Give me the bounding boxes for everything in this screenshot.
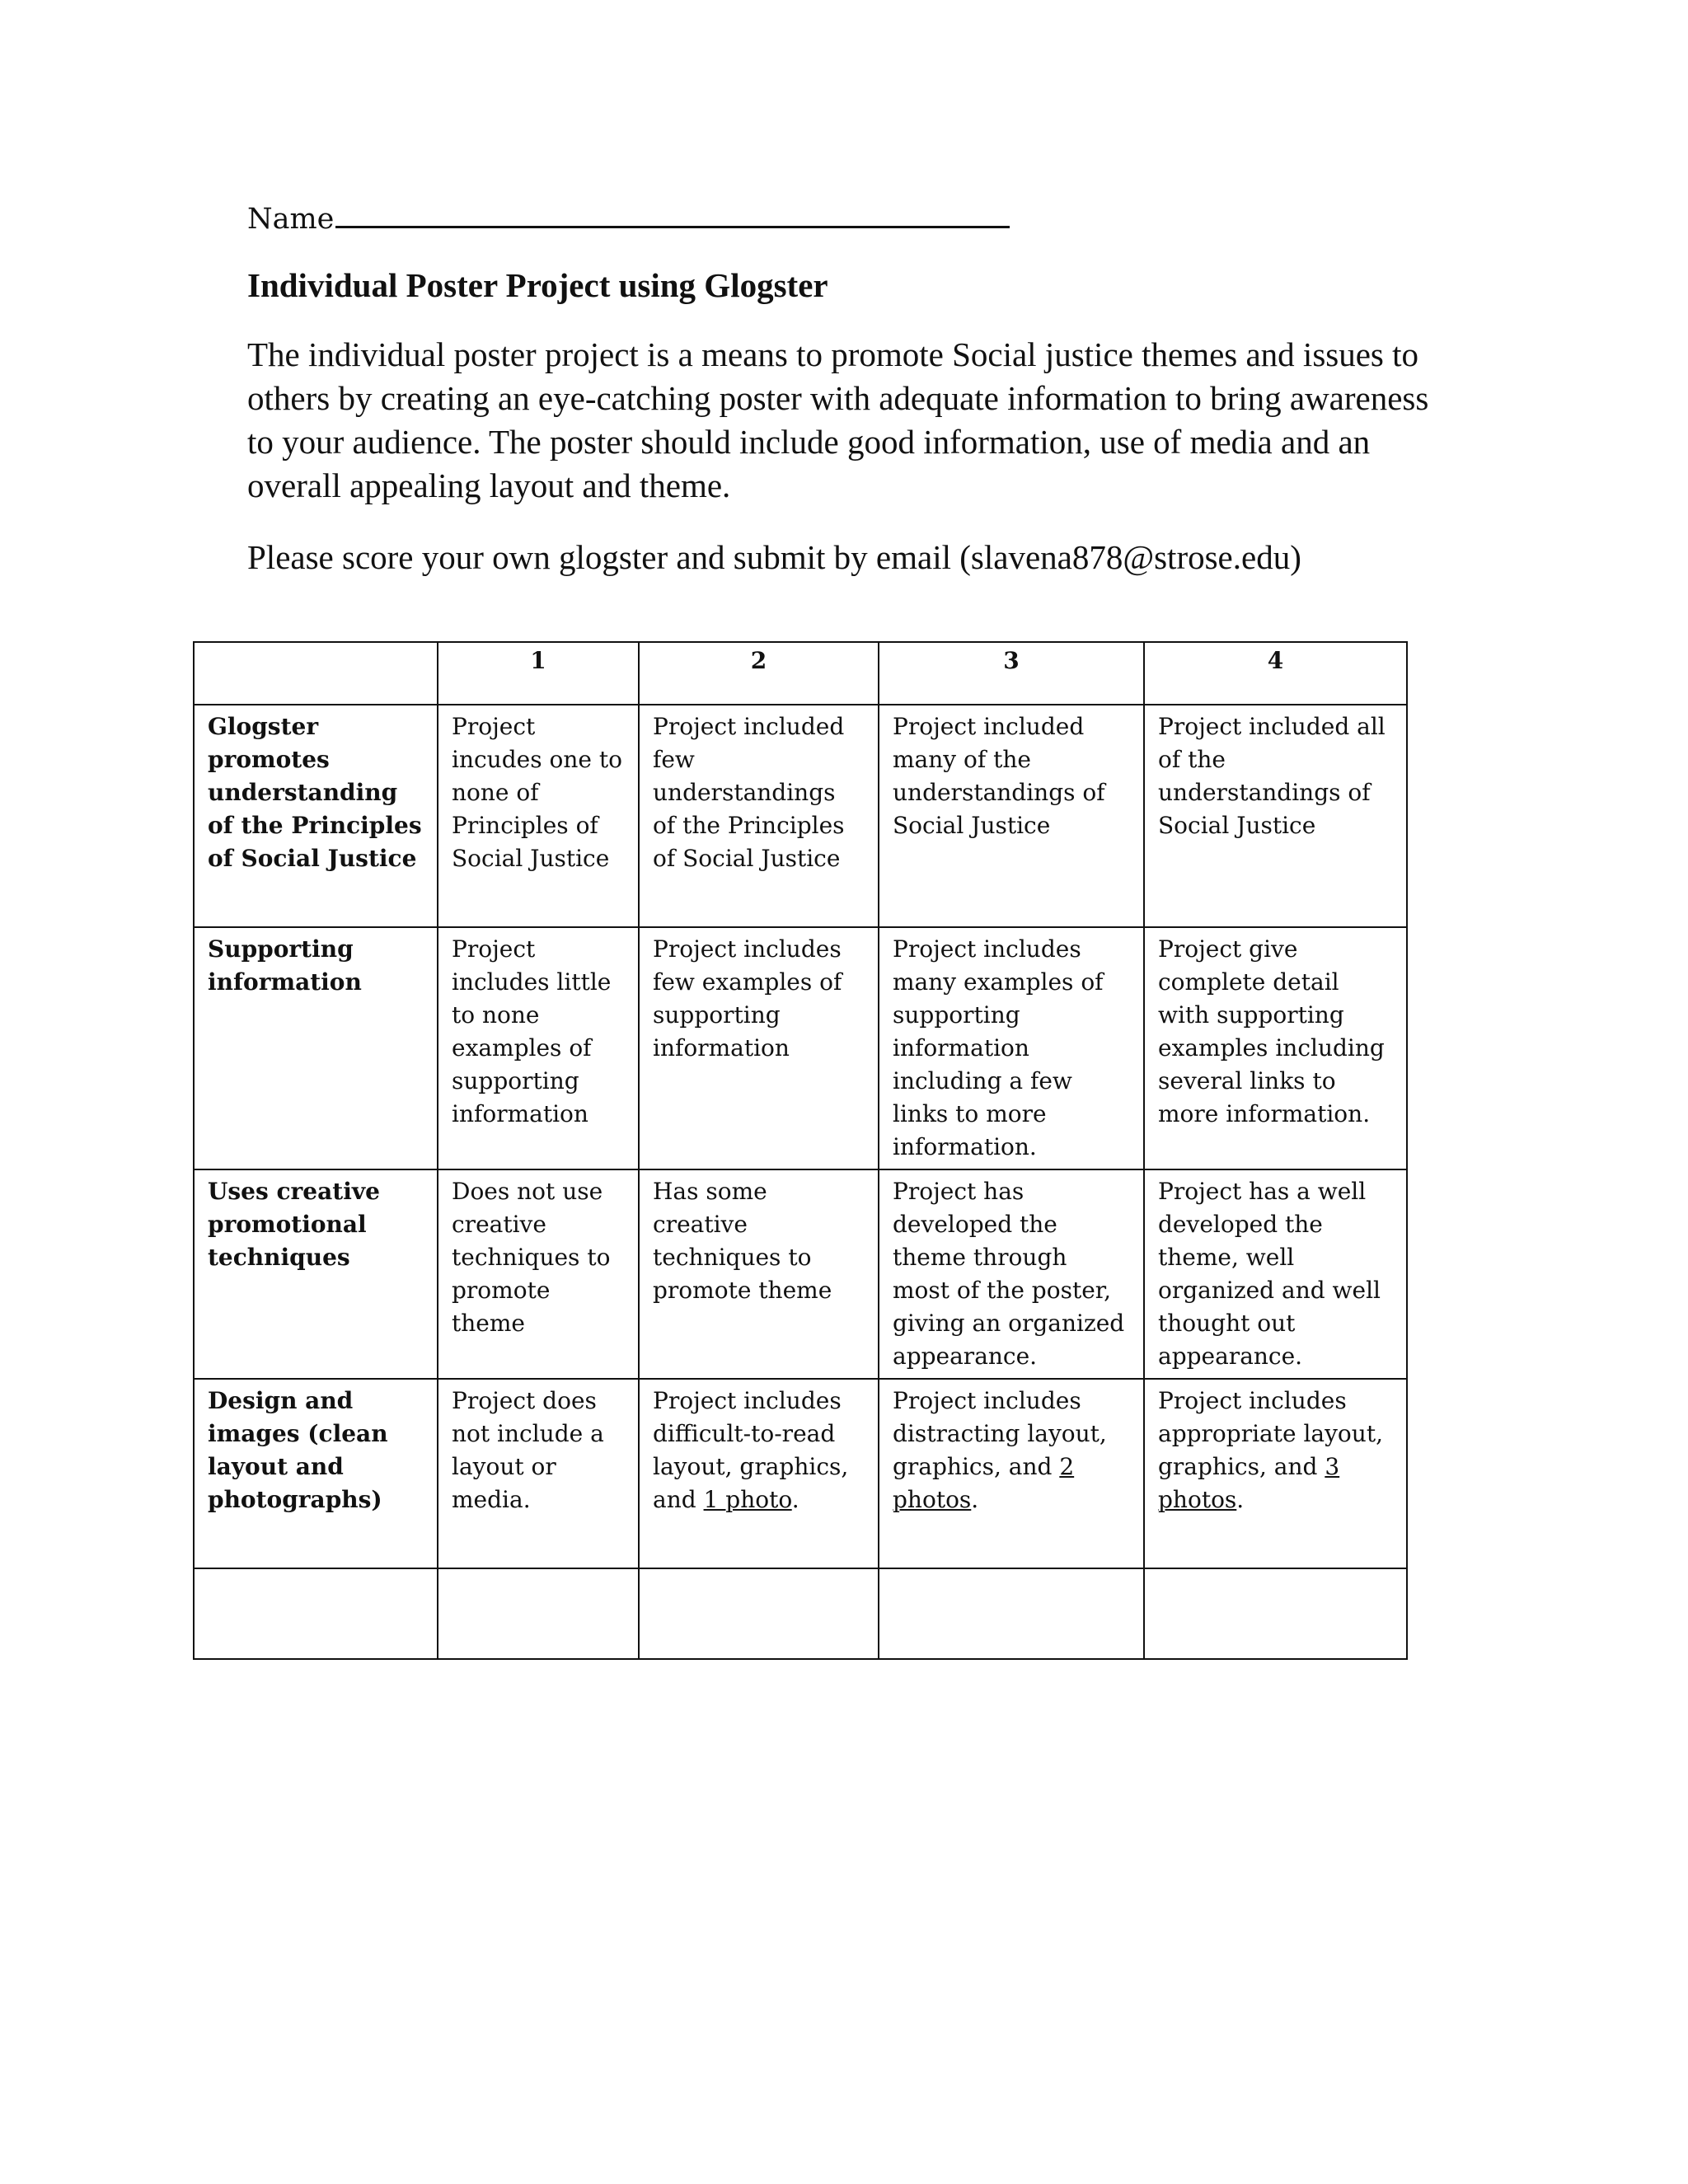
name-field[interactable] bbox=[247, 196, 1010, 240]
rubric-header-row bbox=[194, 642, 1407, 705]
rubric-cell: Project has developed the theme through most of the poster, giving an organized appearance. bbox=[879, 1169, 1144, 1379]
score-entry-cell[interactable] bbox=[879, 1568, 1144, 1659]
score-entry-cell[interactable] bbox=[1144, 1568, 1407, 1659]
submission-instructions: Please score your own glogster and submit by email (slavena878@strose.edu) bbox=[247, 538, 1301, 576]
rubric-cell: Project included few understandings of the Principles of Social Justice bbox=[639, 705, 879, 927]
photo-count: 2 photos bbox=[893, 1453, 1075, 1513]
score-header-4: 4 bbox=[1144, 642, 1407, 705]
cell-text: Project includes appropriate layout, graphics, and bbox=[1158, 1387, 1383, 1480]
score-entry-cell[interactable] bbox=[639, 1568, 879, 1659]
rubric-cell: Project included many of the understandings of Social Justice bbox=[879, 705, 1144, 927]
rubric-table bbox=[193, 641, 1408, 1660]
rubric-cell bbox=[639, 1379, 879, 1568]
rubric-cell: Has some creative techniques to promote theme bbox=[639, 1169, 879, 1379]
rubric-row-social-justice bbox=[194, 705, 1407, 927]
cell-text-end: . bbox=[1236, 1486, 1245, 1513]
criterion-cell: Glogster promotes understanding of the Principles of Social Justice bbox=[194, 705, 438, 927]
document-title: Individual Poster Project using Glogster bbox=[247, 266, 828, 304]
rubric-row-creative-techniques bbox=[194, 1169, 1407, 1379]
rubric-cell bbox=[1144, 1379, 1407, 1568]
rubric-cell: Project does not include a layout or media. bbox=[438, 1379, 639, 1568]
score-header-3: 3 bbox=[879, 642, 1144, 705]
cell-text: Project includes distracting layout, graphics, and bbox=[893, 1387, 1107, 1480]
rubric-cell: Project includes little to none examples of supporting information bbox=[438, 927, 639, 1169]
rubric-cell: Project includes few examples of supporting information bbox=[639, 927, 879, 1169]
score-entry-cell[interactable] bbox=[438, 1568, 639, 1659]
score-header-2: 2 bbox=[639, 642, 879, 705]
rubric-cell: Does not use creative techniques to promote theme bbox=[438, 1169, 639, 1379]
score-entry-row bbox=[194, 1568, 1407, 1659]
cell-text-end: . bbox=[971, 1486, 979, 1513]
score-header-1: 1 bbox=[438, 642, 639, 705]
cell-text-end: . bbox=[791, 1486, 799, 1513]
rubric-cell: Project includes many examples of supporting information including a few links to more information. bbox=[879, 927, 1144, 1169]
rubric-cell bbox=[879, 1379, 1144, 1568]
photo-count: 3 photos bbox=[1158, 1453, 1340, 1513]
rubric-cell: Project has a well developed the theme, well organized and well thought out appearance. bbox=[1144, 1169, 1407, 1379]
photo-count: 1 photo bbox=[703, 1486, 792, 1513]
rubric-row-supporting-information bbox=[194, 927, 1407, 1169]
rubric-cell: Project incudes one to none of Principles of Social Justice bbox=[438, 705, 639, 927]
name-label: Name bbox=[247, 203, 335, 236]
criterion-cell: Design and images (clean layout and photographs) bbox=[194, 1379, 438, 1568]
criterion-cell: Uses creative promotional techniques bbox=[194, 1169, 438, 1379]
rubric-cell: Project included all of the understandings of Social Justice bbox=[1144, 705, 1407, 927]
rubric-row-design-images bbox=[194, 1379, 1407, 1568]
name-blank-line[interactable] bbox=[335, 196, 1010, 228]
cell-text: Project includes difficult-to-read layout, graphics, and bbox=[653, 1387, 849, 1513]
criterion-cell: Supporting information bbox=[194, 927, 438, 1169]
intro-paragraph: The individual poster project is a means to promote Social justice themes and issues to others by creating an eye-catching poster with adequate information to bring awareness to your audience. The poster should include good information, use of media and an overall appealing layout and theme. bbox=[247, 335, 1429, 504]
header-blank-cell bbox=[194, 642, 438, 705]
rubric-cell: Project give complete detail with supporting examples including several links to more information. bbox=[1144, 927, 1407, 1169]
score-entry-cell[interactable] bbox=[194, 1568, 438, 1659]
